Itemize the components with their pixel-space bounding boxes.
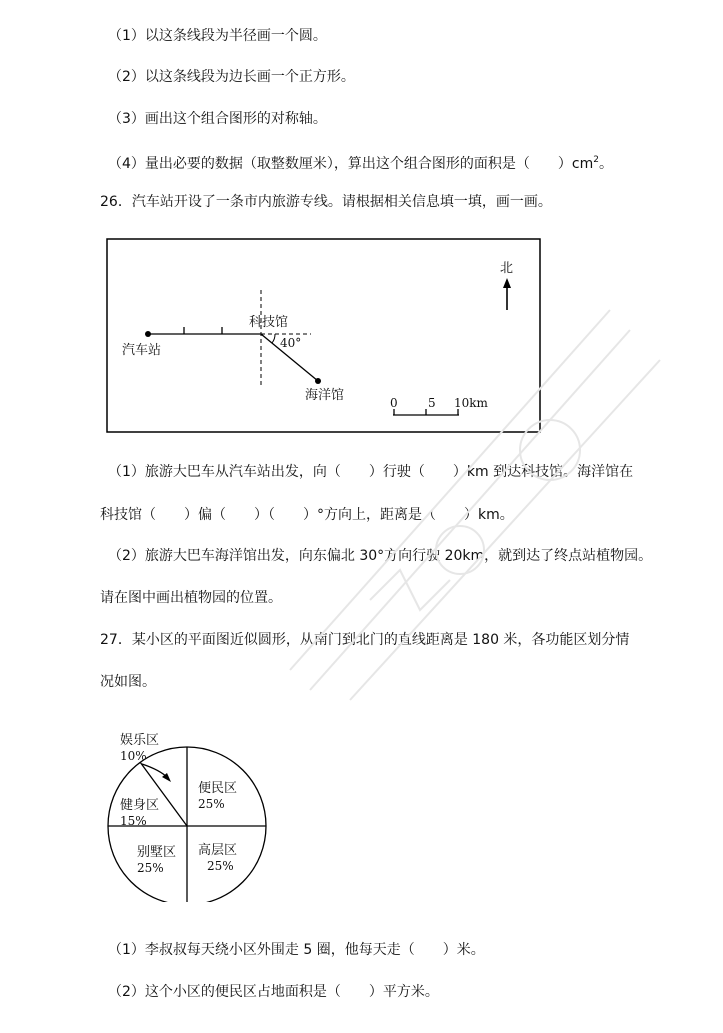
q25-sub4-sup: 2 — [593, 155, 599, 165]
q27-pie-chart — [100, 722, 280, 902]
q25-sub4-text: （4）量出必要的数据（取整数厘米），算出这个组合图形的面积是（ ）cm — [108, 156, 594, 172]
villa-pct: 25% — [137, 861, 164, 875]
q26-sub2-line1: （2）旅游大巴车海洋馆出发，向东偏北 30°方向行驶 20km，就到达了终点站植物园。 — [108, 548, 653, 564]
q25-sub3: （3）画出这个组合图形的对称轴。 — [108, 111, 327, 127]
q27-stem-line1: 27．某小区的平面图近似圆形，从南门到北门的直线距离是 180 米，各功能区划分情 — [100, 632, 630, 648]
q26-map — [106, 238, 542, 434]
convenience-label: 便民区 — [198, 781, 238, 796]
fitness-pct: 15% — [120, 814, 147, 828]
villa-label: 别墅区 — [137, 845, 177, 860]
q25-sub2: （2）以这条线段为边长画一个正方形。 — [108, 69, 355, 85]
scale-label-5: 5 — [428, 396, 436, 410]
angle-arc — [272, 334, 275, 343]
q27-stem-line2: 况如图。 — [100, 674, 156, 690]
angle-label: 40° — [280, 336, 302, 350]
ocean-museum-label: 海洋馆 — [305, 388, 345, 403]
highrise-pct: 25% — [207, 859, 234, 873]
bus-station-label: 汽车站 — [122, 343, 162, 358]
q27-sub1: （1）李叔叔每天绕小区外围走 5 圈，他每天走（ ）米。 — [108, 942, 485, 958]
entertainment-label: 娱乐区 — [120, 733, 160, 748]
north-label: 北 — [500, 261, 514, 276]
highrise-label: 高层区 — [198, 843, 238, 858]
scale-label-0: 0 — [390, 396, 398, 410]
bus-station-point — [145, 331, 151, 337]
pie-divider-diagonal — [140, 762, 187, 826]
science-museum-label: 科技馆 — [249, 315, 289, 330]
q26-stem: 26．汽车站开设了一条市内旅游专线。请根据相关信息填一填，画一画。 — [100, 194, 552, 210]
q26-sub1-line2: 科技馆（ ）偏（ ）（ ）°方向上，距离是（ ）km。 — [100, 507, 514, 523]
q26-sub1-line1: （1）旅游大巴车从汽车站出发，向（ ）行驶（ ）km 到达科技馆。海洋馆在 — [108, 464, 634, 480]
entertainment-pct: 10% — [120, 749, 147, 763]
q25-sub4-end: 。 — [598, 156, 613, 172]
q26-sub2-line2: 请在图中画出植物园的位置。 — [100, 590, 282, 606]
north-arrow-icon — [503, 278, 511, 288]
convenience-pct: 25% — [198, 797, 225, 811]
q27-sub2: （2）这个小区的便民区占地面积是（ ）平方米。 — [108, 984, 439, 1000]
q25-sub1: （1）以这条线段为半径画一个圆。 — [108, 28, 327, 44]
scale-label-10km: 10km — [454, 396, 488, 410]
ocean-museum-point — [315, 378, 321, 384]
q25-sub4 — [108, 150, 613, 174]
fitness-label: 健身区 — [120, 798, 160, 813]
